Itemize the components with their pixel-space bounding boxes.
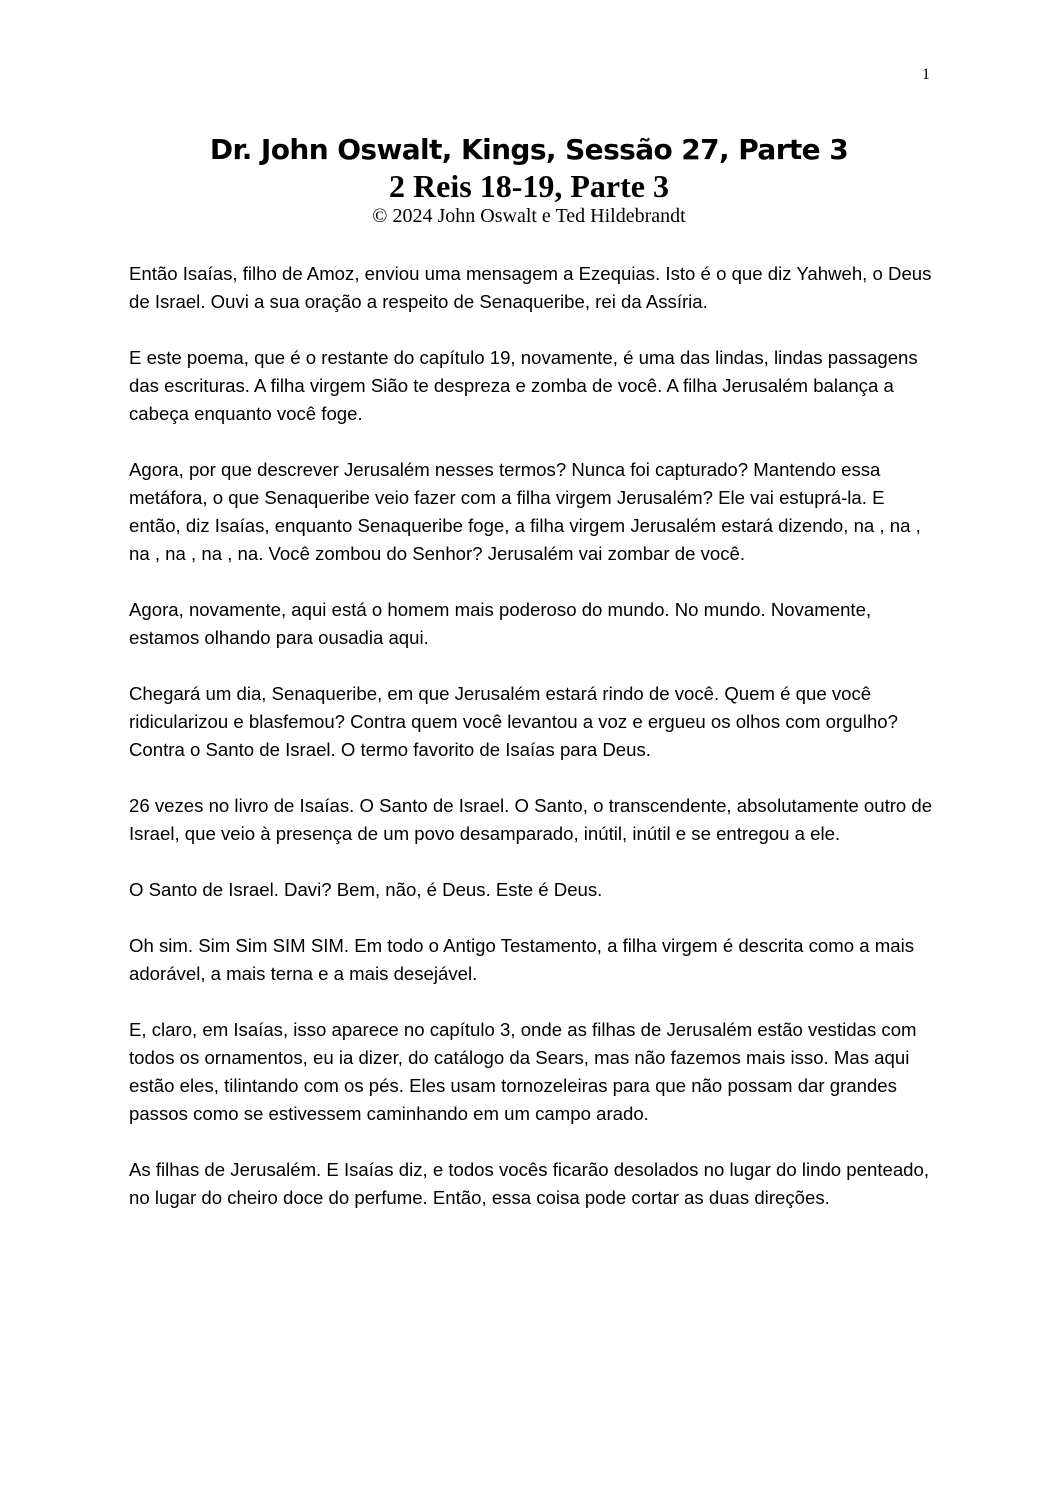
document-title: Dr. John Oswalt, Kings, Sessão 27, Parte 3 [209, 133, 849, 166]
paragraph: Então Isaías, filho de Amoz, enviou uma mensagem a Ezequias. Isto é o que diz Yahweh, o Deus de Israel. Ouvi a sua oração a respeito de Senaqueribe, rei da Assíria. [129, 263, 932, 312]
document-header [0, 132, 1058, 228]
paragraph: Agora, novamente, aqui está o homem mais poderoso do mundo. No mundo. Novamente, estamos olhando para ousadia aqui. [129, 599, 872, 648]
paragraph: E este poema, que é o restante do capítulo 19, novamente, é uma das lindas, lindas passagens das escrituras. A filha virgem Sião te despreza e zomba de você. A filha Jerusalém balança a cabeça enquanto você foge. [129, 347, 918, 424]
paragraph: O Santo de Israel. Davi? Bem, não, é Deus. Este é Deus. [129, 879, 603, 900]
paragraph: Chegará um dia, Senaqueribe, em que Jerusalém estará rindo de você. Quem é que você ridicularizou e blasfemou? Contra quem você levantou a voz e ergueu os olhos com orgulho? Contra o Santo de Israel. O termo favorito de Isaías para Deus. [129, 683, 898, 760]
paragraph: Oh sim. Sim Sim SIM SIM. Em todo o Antigo Testamento, a filha virgem é descrita como a mais adorável, a mais terna e a mais desejável. [129, 935, 915, 984]
document-subtitle: 2 Reis 18-19, Parte 3 [389, 168, 669, 204]
paragraph: Agora, por que descrever Jerusalém nesses termos? Nunca foi capturado? Mantendo essa metáfora, o que Senaqueribe veio fazer com a filha virgem Jerusalém? Ele vai estuprá-la. E então, diz Isaías, enquanto Senaqueribe foge, a filha virgem Jerusalém estará dizendo, na , na , na , na , na , na. Você zombou do Senhor? Jerusalém vai zombar de você. [129, 459, 921, 564]
document-body [129, 260, 939, 1240]
paragraph: E, claro, em Isaías, isso aparece no capítulo 3, onde as filhas de Jerusalém estão vestidas com todos os ornamentos, eu ia dizer, do catálogo da Sears, mas não fazemos mais isso. Mas aqui estão eles, tilintando com os pés. Eles usam tornozeleiras para que não possam dar grandes passos como se estivessem caminhando em um campo arado. [129, 1019, 917, 1124]
paragraph: As filhas de Jerusalém. E Isaías diz, e todos vocês ficarão desolados no lugar do lindo penteado, no lugar do cheiro doce do perfume. Então, essa coisa pode cortar as duas direções. [129, 1159, 930, 1208]
copyright-line: © 2024 John Oswalt e Ted Hildebrandt [372, 205, 686, 227]
paragraph: 26 vezes no livro de Isaías. O Santo de Israel. O Santo, o transcendente, absolutamente outro de Israel, que veio à presença de um povo desamparado, inútil, inútil e se entregou a ele. [129, 795, 933, 844]
page-number: 1 [922, 66, 930, 83]
